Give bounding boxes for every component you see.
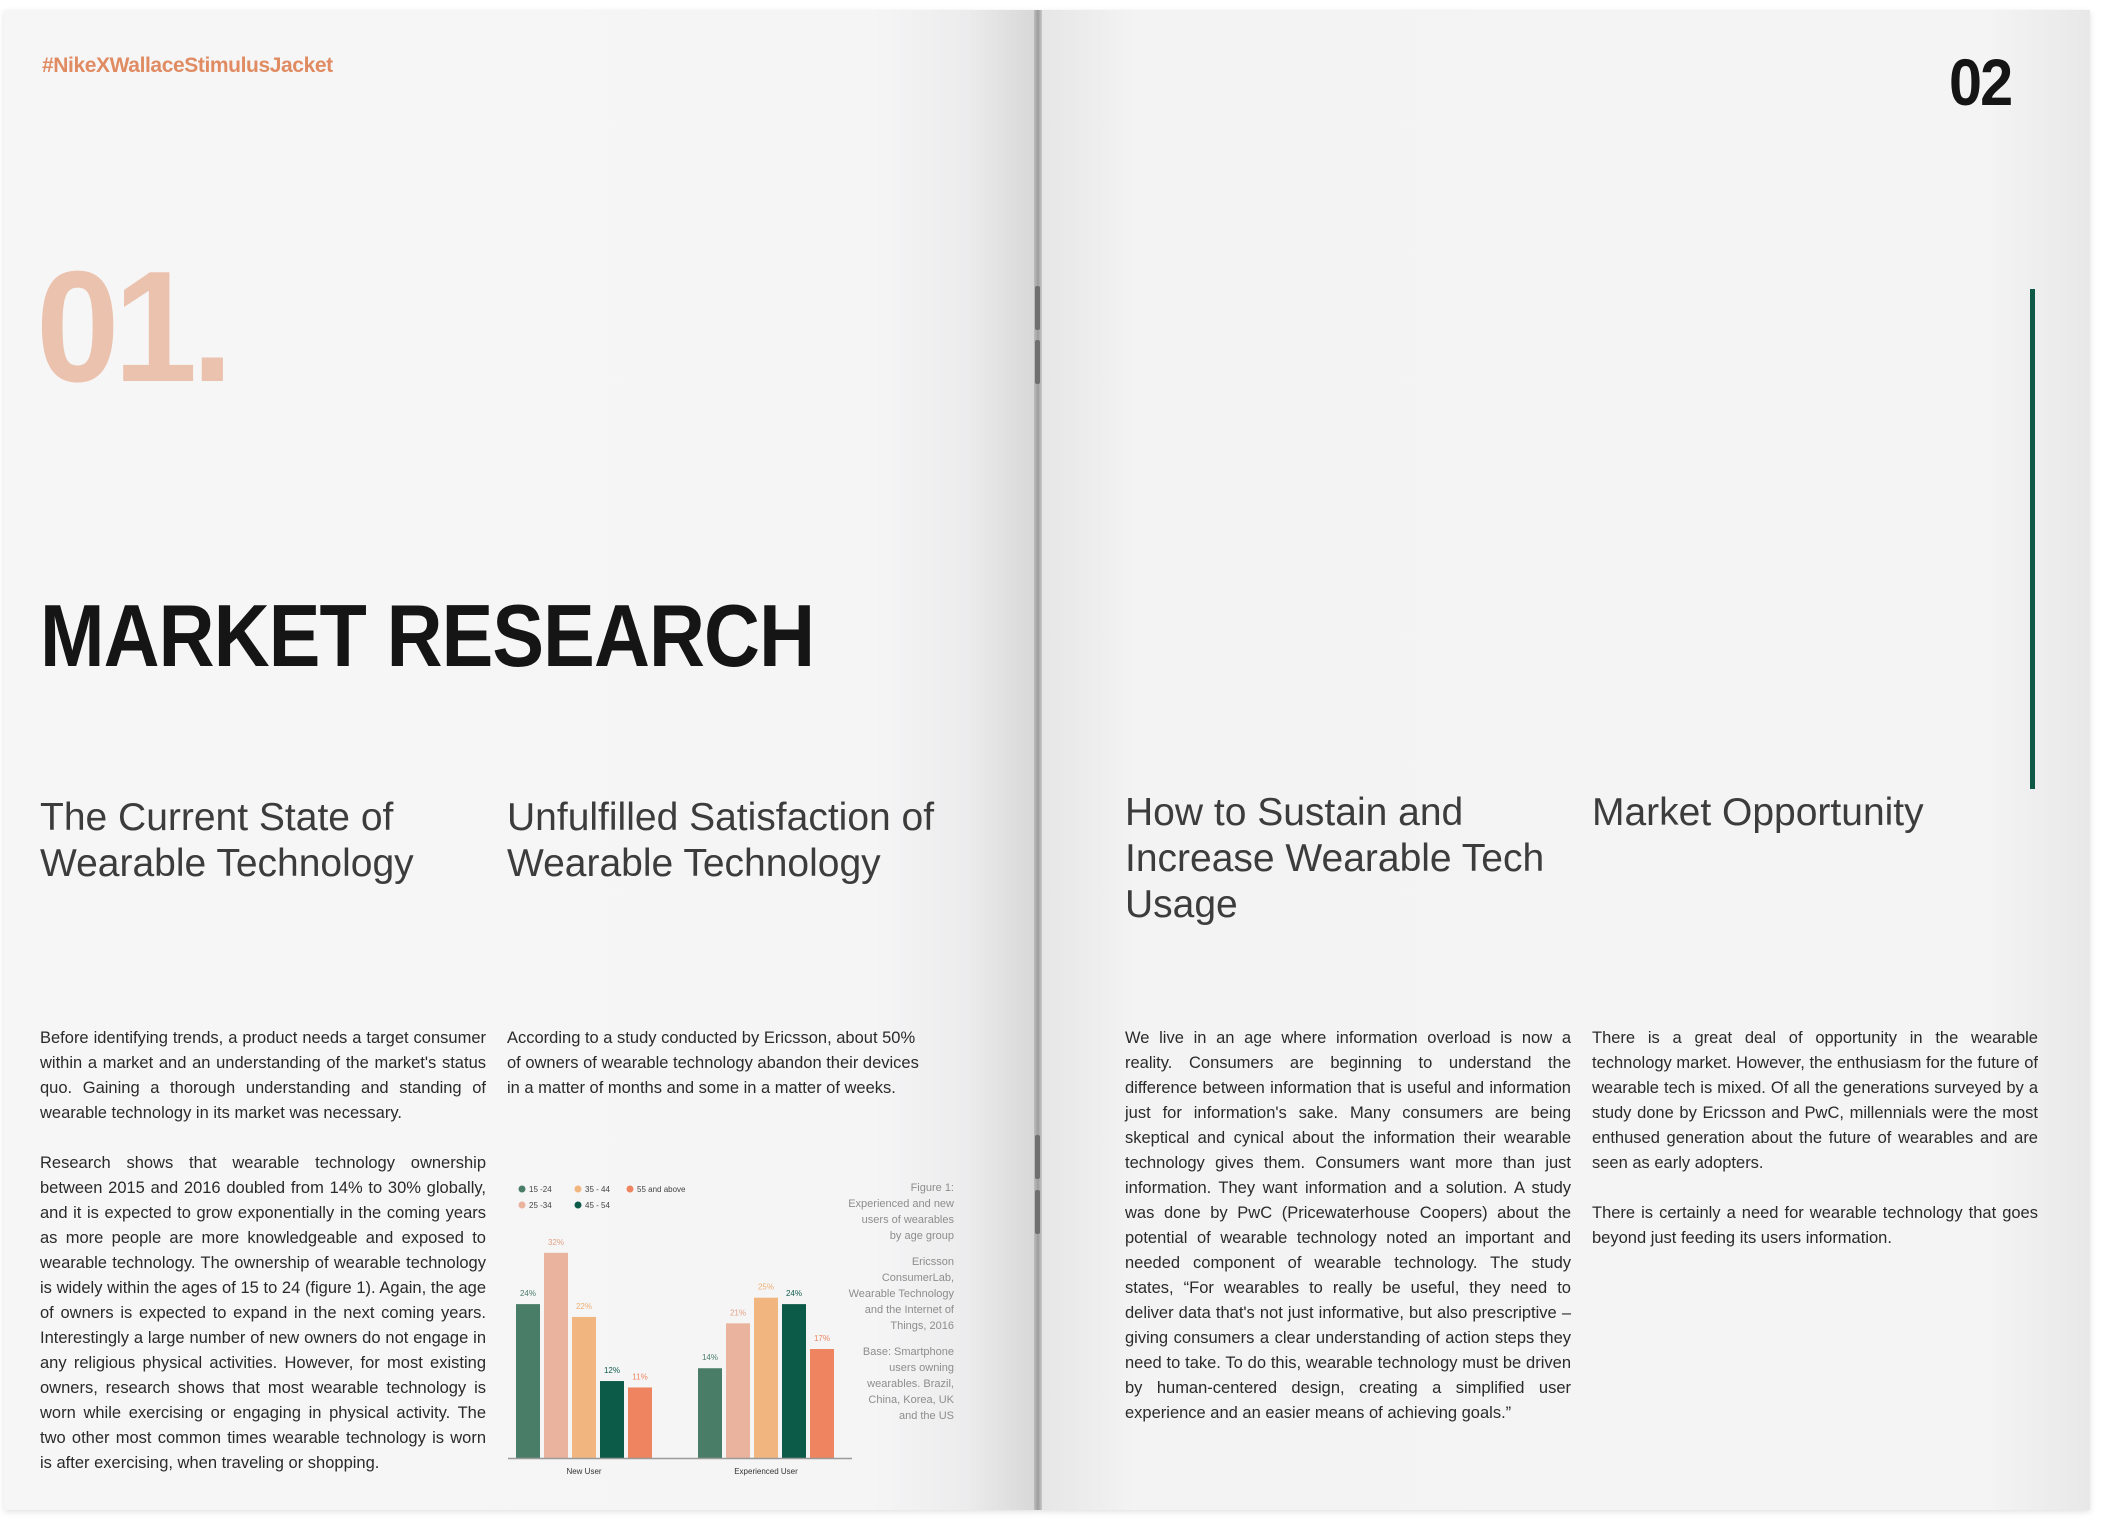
section-heading-current-state: The Current State of Wearable Technology: [40, 796, 414, 885]
hashtag: #NikeXWallaceStimulusJacket: [42, 54, 333, 77]
bar: [544, 1253, 568, 1458]
figure-title: Figure 1: Experienced and new users of wearables by age group: [848, 1182, 954, 1242]
chapter-number: 01.: [36, 239, 228, 415]
legend-swatch: [519, 1202, 526, 1209]
page-title: MARKET RESEARCH: [40, 586, 815, 685]
legend-label: 45 - 54: [585, 1201, 610, 1210]
paragraph: According to a study conducted by Ericsson, about 50% of owners of wearable technology abandon their devices in a matter of months and some in a matter of weeks.: [507, 1029, 919, 1097]
staple-bottom-lower: [1035, 1190, 1040, 1234]
legend-label: 25 -34: [529, 1201, 552, 1210]
data-label: 24%: [785, 1289, 803, 1299]
paragraph: Research shows that wearable technology ownership between 2015 and 2016 doubled from 14% to 30% globally, and it is expected to grow exponentially in the coming years as more people are more knowledgeable and exposed to wearable technology. The ownership of wearable technology is widely within the ages of 15 to 24 (figure 1). Again, the age of owners is expected to expand in the next coming years. Interestingly a large number of new owners do not engage in any religious physical activities. However, for most existing owners, research shows that most wearable technology is worn while exercising or engaging in physical activity. The two other most common times wearable technology is worn is after exercising, when traveling or shopping.: [40, 1154, 486, 1472]
section-heading-market-opportunity: Market Opportunity: [1592, 791, 1924, 834]
legend-swatch: [575, 1202, 582, 1209]
bar: [600, 1381, 624, 1458]
age-group-bar-chart: [500, 1170, 860, 1480]
data-label: 11%: [632, 1372, 648, 1382]
section-heading-sustain: How to Sustain and Increase Wearable Tech Usage: [1125, 791, 1545, 926]
section-heading-unfulfilled: Unfulfilled Satisfaction of Wearable Technology: [507, 796, 935, 885]
legend-swatch: [575, 1186, 582, 1193]
bar: [810, 1349, 834, 1458]
legend-swatch: [627, 1186, 634, 1193]
paragraph: We live in an age where information overload is now a reality. Consumers are beginning to understand the difference between information that is useful and information just for information's sake. Many consumers are being skeptical and cynical about the information their wearable technology gives them. Consumers want more than just information. They want information and a solution. A study was done by PwC (Pricewaterhouse Coopers) about the potential of wearable technology noted an important and needed component of wearable technology. The study states, “For wearables to really be useful, they need to deliver data that's not just informative, but also prescriptive – giving consumers a clear understanding of action steps they need to take. To do this, wearable technology must be driven by human-centered design, creating a simplified user experience and an easier means of achieving goals.”: [1125, 1029, 1571, 1422]
bar: [516, 1304, 540, 1458]
category-label: New User: [566, 1467, 602, 1476]
staple-bottom: [1035, 1135, 1040, 1179]
paragraph: Before identifying trends, a product needs a target consumer within a market and an understanding of the market's status quo. Gaining a thorough understanding and standing of wearable technology in its market was necessary.: [40, 1029, 486, 1122]
figure-base: Base: Smartphone users owning wearables. Brazil, China, Korea, UK and the US: [862, 1346, 954, 1422]
staple-top: [1035, 286, 1040, 330]
data-label: 32%: [547, 1237, 565, 1247]
market-opportunity-body: [1592, 1026, 2038, 1276]
paragraph: There is a great deal of opportunity in the wearable technology market. However, the enthusiasm for the future of wearable tech is mixed. Of all the generations surveyed by a study done by Ericsson and PwC, millennials were the most enthused generation about the future of wearables and are seen as early adopters.: [1592, 1029, 2038, 1172]
data-label: 24%: [519, 1289, 537, 1299]
bar: [572, 1317, 596, 1458]
legend-label: 35 - 44: [585, 1185, 610, 1194]
bar: [782, 1304, 806, 1458]
legend-label: 15 -24: [529, 1185, 552, 1194]
data-label: 14%: [701, 1353, 719, 1363]
bar: [698, 1368, 722, 1458]
sustain-body: [1125, 1026, 1571, 1451]
category-label: Experienced User: [734, 1467, 798, 1476]
legend-label: 55 and above: [637, 1185, 686, 1194]
paragraph: There is certainly a need for wearable technology that goes beyond just feeding its users information.: [1592, 1204, 2038, 1247]
accent-rule: [2030, 289, 2035, 789]
data-label: 21%: [729, 1308, 747, 1318]
bar: [628, 1387, 652, 1458]
page-number: 02: [1948, 45, 2011, 119]
data-label: 25%: [757, 1282, 775, 1292]
data-label: 17%: [813, 1334, 831, 1343]
staple-top-lower: [1035, 340, 1040, 384]
spine: [1034, 10, 1042, 1510]
data-label: 22%: [575, 1301, 593, 1311]
legend-swatch: [519, 1186, 526, 1193]
current-state-body: [40, 1026, 486, 1501]
figure-caption: [848, 1180, 954, 1434]
figure-source: Ericsson ConsumerLab, Wearable Technology and the Internet of Things, 2016: [848, 1256, 954, 1332]
data-label: 12%: [603, 1366, 621, 1376]
unfulfilled-body: [507, 1026, 921, 1126]
bar: [726, 1323, 750, 1458]
bar: [754, 1298, 778, 1458]
